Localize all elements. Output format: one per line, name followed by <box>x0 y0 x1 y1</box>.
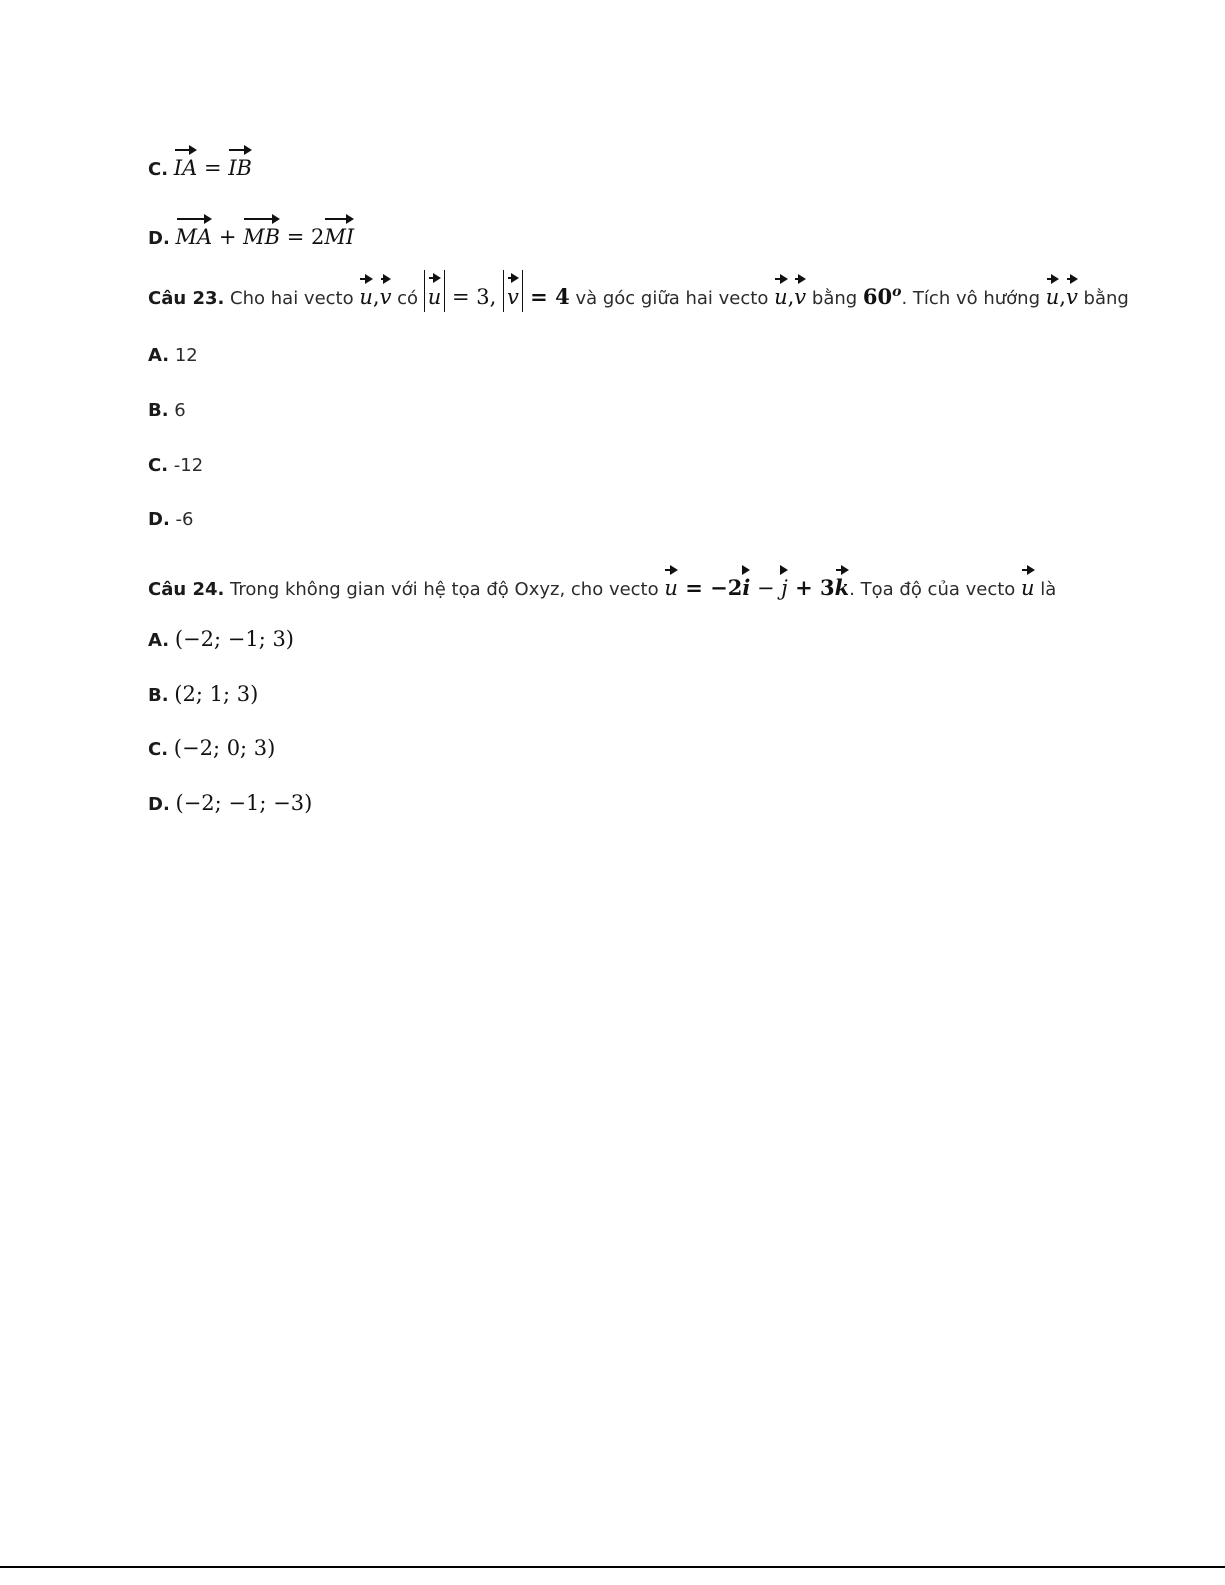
vector-MA: MA <box>176 211 213 251</box>
bottom-border-line <box>0 1566 1225 1568</box>
vector-IA: IA <box>174 142 197 182</box>
q23-option-d <box>148 506 193 534</box>
q23-option-c <box>148 452 203 480</box>
plus-sign: + <box>212 225 244 249</box>
vector-i: i <box>742 562 750 602</box>
vector-IB: IB <box>228 142 252 182</box>
vector-v: v <box>507 270 519 312</box>
magnitude-v <box>503 285 570 309</box>
option-value: -6 <box>169 509 194 530</box>
comma: , <box>787 285 795 309</box>
option-label: C. <box>148 455 169 476</box>
option-value: 6 <box>168 400 186 421</box>
equals-three: = 3, <box>445 285 503 309</box>
q22-option-c <box>148 142 252 184</box>
angle-number: 60 <box>862 284 893 309</box>
q24-option-d <box>148 789 312 819</box>
formula <box>174 156 252 180</box>
option-label: A. <box>148 345 170 366</box>
option-value: (−2; −1; −3) <box>175 791 313 815</box>
vector-u: u <box>428 270 442 312</box>
option-value: -12 <box>168 455 204 476</box>
vector-v: v <box>1066 271 1078 311</box>
angle-value <box>863 284 902 309</box>
equals-minus-two: = −2 <box>677 575 743 600</box>
option-label: D. <box>148 794 170 815</box>
question-label: Câu 24. <box>148 579 225 600</box>
question-24 <box>148 562 1056 604</box>
vector-MI: MI <box>324 211 354 251</box>
plus-three: + 3 <box>787 575 835 600</box>
equals-two: = 2 <box>280 225 325 249</box>
comma: , <box>1059 285 1066 309</box>
q24-option-c <box>148 734 275 764</box>
vector-v: v <box>380 271 392 311</box>
question-label: Câu 23. <box>148 288 225 309</box>
option-label: D. <box>148 228 170 249</box>
stem-text: . Tọa độ của vecto <box>849 579 1022 600</box>
vector-v: v <box>794 271 806 311</box>
vector-u-symbol: u <box>1021 562 1035 602</box>
vector-k: k <box>835 562 850 602</box>
option-label: C. <box>148 159 169 180</box>
vector-expression <box>664 576 849 600</box>
option-label: C. <box>148 739 169 760</box>
comma: , <box>372 285 380 309</box>
vector-u: u <box>774 271 788 311</box>
vector-u: u <box>1046 271 1060 311</box>
q22-option-d <box>148 211 354 253</box>
minus-sign: − <box>750 576 782 600</box>
stem-text: và góc giữa hai vecto <box>569 288 775 309</box>
vector-j: j <box>781 562 788 602</box>
stem-text: bằng <box>806 288 863 309</box>
vectors-uv <box>774 285 806 309</box>
vector-u <box>1021 576 1035 600</box>
option-label: B. <box>148 400 169 421</box>
q24-option-a <box>148 625 294 655</box>
stem-text: . Tích vô hướng <box>901 288 1046 309</box>
option-label: D. <box>148 509 170 530</box>
vector-u: u <box>664 562 678 602</box>
vector-u: u <box>359 271 373 311</box>
q23-option-a <box>148 342 198 370</box>
stem-text: Cho hai vecto <box>224 288 360 309</box>
formula <box>176 225 355 249</box>
stem-text: bằng <box>1077 288 1129 309</box>
degree-mark: o <box>892 284 902 300</box>
stem-text: Trong không gian với hệ tọa độ Oxyz, cho vecto <box>224 579 665 600</box>
vectors-uv <box>1046 285 1078 309</box>
option-value: (−2; 0; 3) <box>173 736 276 760</box>
stem-text: là <box>1034 579 1057 600</box>
equals-sign: = <box>197 156 229 180</box>
equals-four: = 4 <box>522 284 570 309</box>
q24-option-b <box>148 680 258 710</box>
option-value: 12 <box>169 345 198 366</box>
option-label: A. <box>148 630 170 651</box>
option-value: (2; 1; 3) <box>174 682 259 706</box>
question-23 <box>148 270 1129 313</box>
option-label: B. <box>148 685 169 706</box>
vectors-uv <box>359 285 391 309</box>
stem-text: có <box>391 288 424 309</box>
vector-MB: MB <box>243 211 280 251</box>
magnitude-u <box>424 285 503 309</box>
option-value: (−2; −1; 3) <box>174 627 295 651</box>
q23-option-b <box>148 397 186 425</box>
